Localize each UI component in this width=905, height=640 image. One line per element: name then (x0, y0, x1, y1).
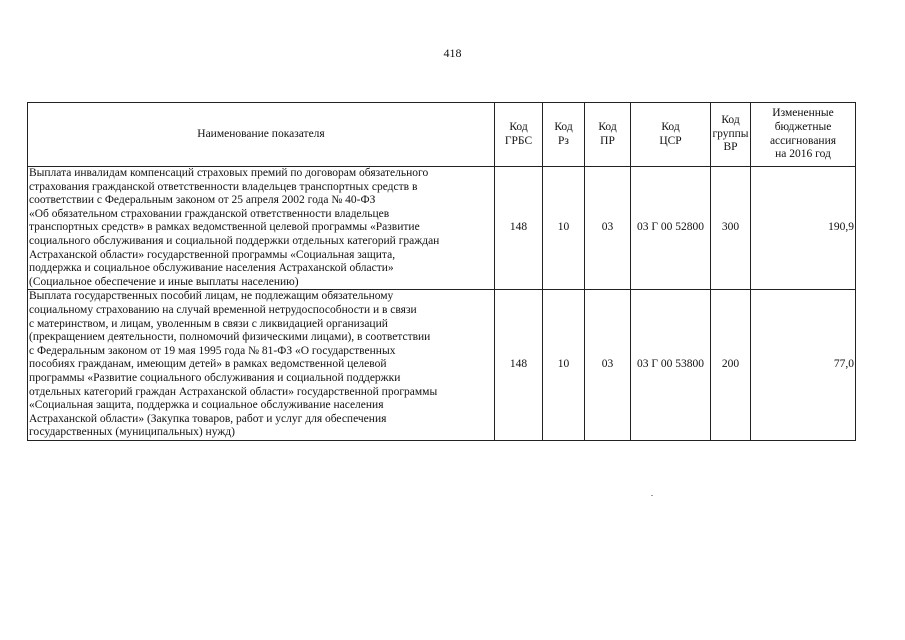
row-rz: 10 (543, 167, 585, 290)
table-row (28, 290, 856, 441)
row-vr: 300 (711, 167, 751, 290)
row-name: Выплата государственных пособий лицам, не подлежащим обязательному социальному страхованию на случай временной нетрудоспособности и в связи с материнством, и лицам, уволенным в связи с ликвидацией организаций (прекращением деятельности, полномочий физическими лицами), в соответствии с Федеральным законом от 19 мая 1995 года № 81-ФЗ «О государственных пособиях гражданам, имеющим детей» в рамках ведомственной целевой программы «Развитие социального обслуживания и социальной поддержки отдельных категорий граждан Астраханской области» государственной программы «Социальная защита, поддержка и социальное обслуживание населения Астраханской области» (Закупка товаров, работ и услуг для обеспечения государственных (муниципальных) нужд) (28, 290, 495, 441)
scan-speck (651, 495, 653, 496)
row-rz: 10 (543, 290, 585, 441)
header-grbs: Код ГРБС (495, 103, 543, 167)
header-amount: Измененные бюджетные ассигнования на 2016 год (751, 103, 856, 167)
header-pr: Код ПР (585, 103, 631, 167)
table-row (28, 167, 856, 290)
row-grbs: 148 (495, 167, 543, 290)
row-csr: 03 Г 00 53800 (631, 290, 711, 441)
budget-table (27, 102, 856, 441)
row-amount: 77,0 (751, 290, 856, 441)
row-vr: 200 (711, 290, 751, 441)
header-vr: Код группы ВР (711, 103, 751, 167)
row-name: Выплата инвалидам компенсаций страховых премий по договорам обязательного страхования гражданской ответственности владельцев транспортных средств в соответствии с Федеральным законом от 25 апреля 2002 года № 40-ФЗ «Об обязательном страховании гражданской ответственности владельцев транспортных средств» в рамках ведомственной целевой программы «Развитие социального обслуживания и социальной поддержки отдельных категорий граждан Астраханской области» государственной программы «Социальная защита, поддержка и социальное обслуживание населения Астраханской области» (Социальное обеспечение и иные выплаты населению) (28, 167, 495, 290)
row-pr: 03 (585, 290, 631, 441)
page-number: 418 (443, 46, 462, 60)
row-grbs: 148 (495, 290, 543, 441)
header-name: Наименование показателя (28, 103, 495, 167)
header-row (28, 103, 856, 167)
row-csr: 03 Г 00 52800 (631, 167, 711, 290)
row-pr: 03 (585, 167, 631, 290)
header-csr: Код ЦСР (631, 103, 711, 167)
header-rz: Код Рз (543, 103, 585, 167)
row-amount: 190,9 (751, 167, 856, 290)
